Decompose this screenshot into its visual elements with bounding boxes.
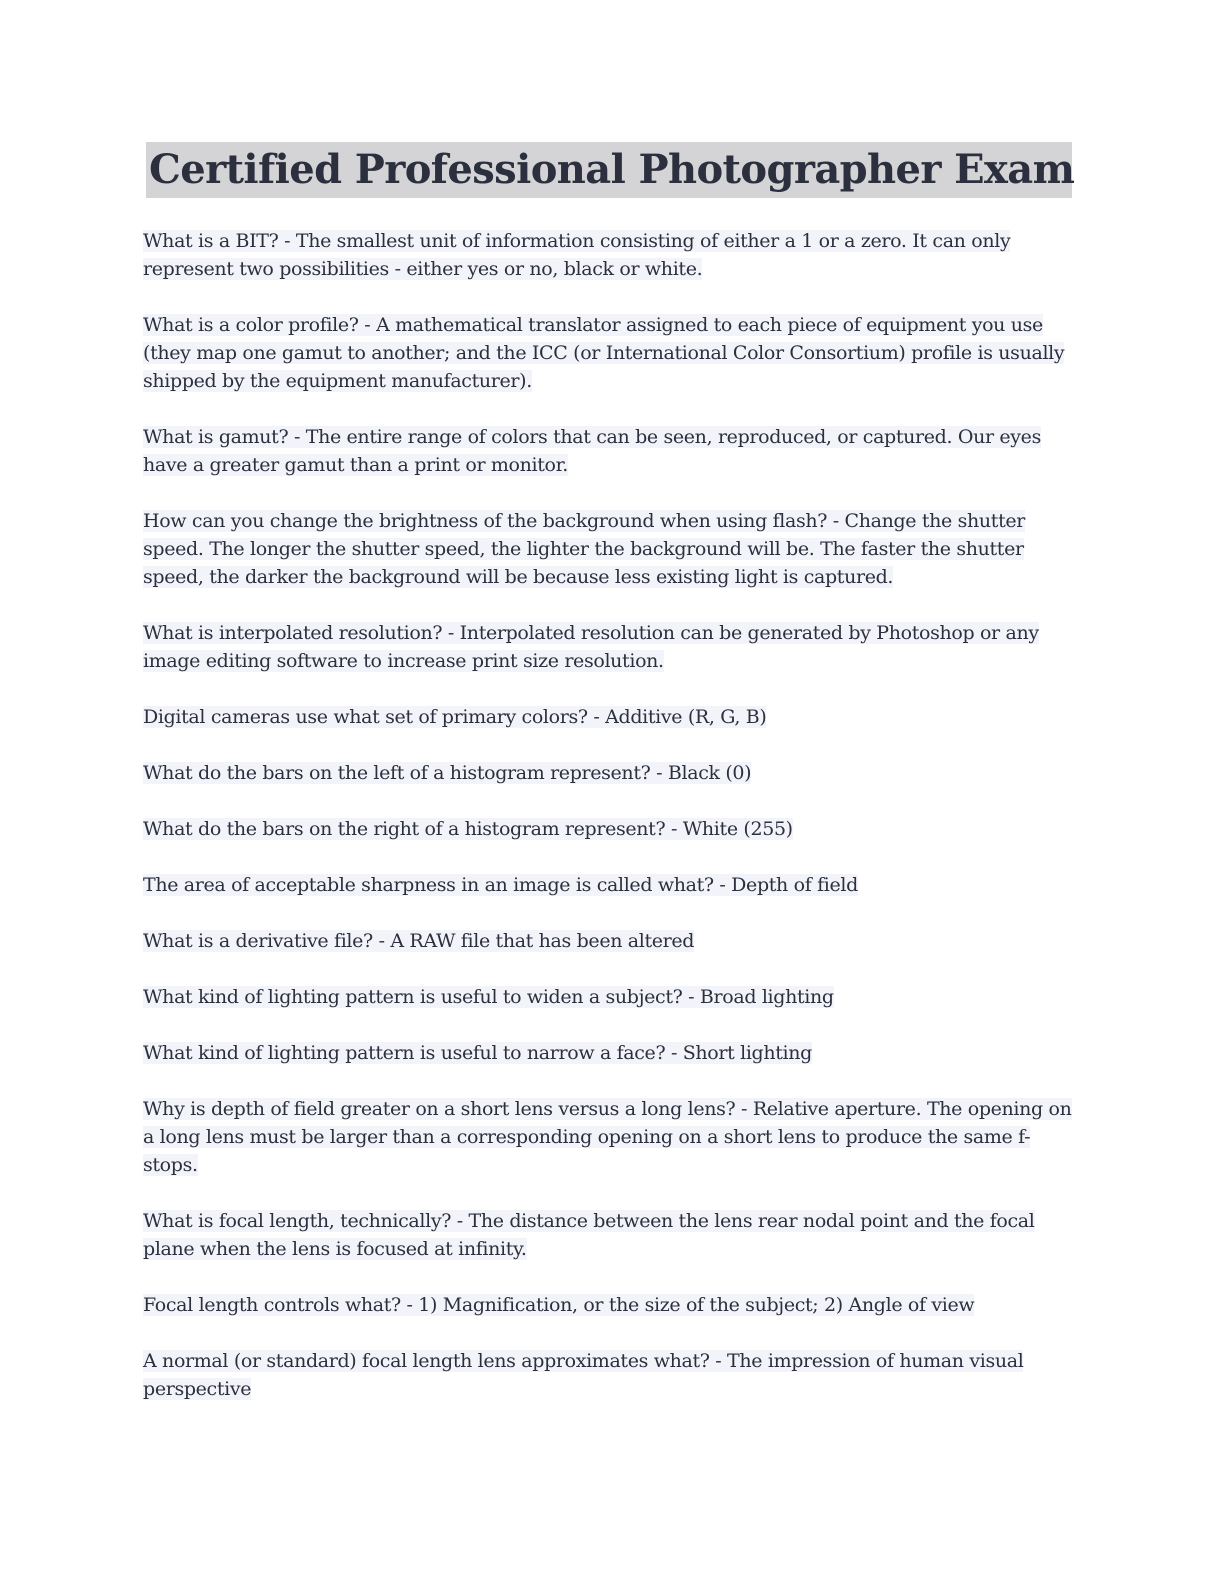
qa-item <box>143 1039 1073 1067</box>
qa-item <box>143 507 1073 591</box>
qa-item <box>143 423 1073 479</box>
qa-text: What do the bars on the left of a histogram represent? - Black (0) <box>143 762 752 784</box>
qa-text: What is interpolated resolution? - Interpolated resolution can be generated by Photoshop or any image editing software to increase print size resolution. <box>143 622 1039 672</box>
qa-text: What is a color profile? - A mathematical translator assigned to each piece of equipment you use (they map one gamut to another; and the ICC (or International Color Consortium) profile is usually shipped by the equipment manufacturer). <box>143 314 1065 392</box>
qa-text: A normal (or standard) focal length lens approximates what? - The impression of human visual perspective <box>143 1350 1024 1400</box>
qa-text: What kind of lighting pattern is useful to widen a subject? - Broad lighting <box>143 986 834 1008</box>
qa-text: What is a derivative file? - A RAW file that has been altered <box>143 930 695 952</box>
qa-item <box>143 1095 1073 1179</box>
qa-item <box>143 311 1073 395</box>
qa-item <box>143 983 1073 1011</box>
qa-item <box>143 619 1073 675</box>
qa-item <box>143 1291 1073 1319</box>
qa-item <box>143 227 1073 283</box>
qa-list <box>143 227 1073 1431</box>
qa-item <box>143 1347 1073 1403</box>
qa-text: What is focal length, technically? - The distance between the lens rear nodal point and the focal plane when the lens is focused at infinity. <box>143 1210 1035 1260</box>
qa-text: Focal length controls what? - 1) Magnification, or the size of the subject; 2) Angle of view <box>143 1294 975 1316</box>
qa-item <box>143 759 1073 787</box>
qa-item <box>143 815 1073 843</box>
qa-item <box>143 871 1073 899</box>
title-highlight <box>146 142 1075 198</box>
qa-item <box>143 927 1073 955</box>
qa-text: What do the bars on the right of a histogram represent? - White (255) <box>143 818 793 840</box>
qa-text: Digital cameras use what set of primary colors? - Additive (R, G, B) <box>143 706 767 728</box>
qa-text: What kind of lighting pattern is useful to narrow a face? - Short lighting <box>143 1042 812 1064</box>
qa-text: How can you change the brightness of the background when using flash? - Change the shutter speed. The longer the shutter speed, the lighter the background will be. The faster the shutter speed, the darker the background will be because less existing light is captured. <box>143 510 1025 588</box>
document-title: Certified Professional Photographer Exam <box>149 146 1075 193</box>
qa-text: What is gamut? - The entire range of colors that can be seen, reproduced, or captured. Our eyes have a greater gamut than a print or monitor. <box>143 426 1041 476</box>
qa-text: The area of acceptable sharpness in an image is called what? - Depth of field <box>143 874 858 896</box>
qa-text: What is a BIT? - The smallest unit of information consisting of either a 1 or a zero. It can only represent two possibilities - either yes or no, black or white. <box>143 230 1011 280</box>
qa-text: Why is depth of field greater on a short lens versus a long lens? - Relative aperture. The opening on a long lens must be larger than a corresponding opening on a short lens to produce the same f-stops. <box>143 1098 1072 1176</box>
qa-item <box>143 703 1073 731</box>
qa-item <box>143 1207 1073 1263</box>
